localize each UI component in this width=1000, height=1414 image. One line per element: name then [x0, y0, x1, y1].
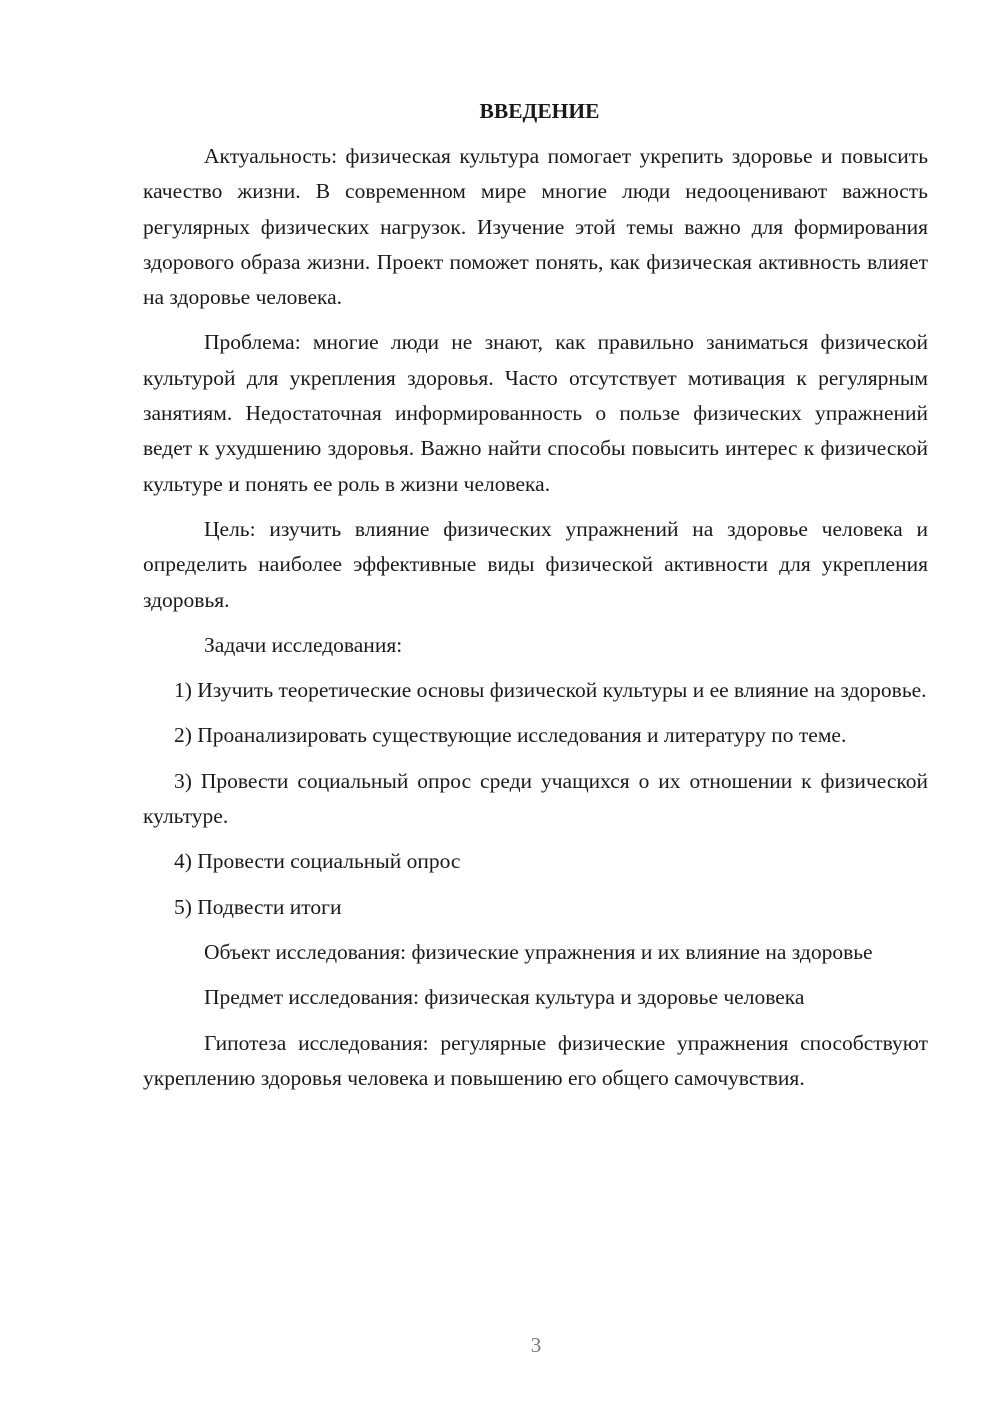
paragraph-research-object: Объект исследования: физические упражнения и их влияние на здоровье	[204, 939, 873, 964]
task-item-2: 2) Проанализировать существующие исследования и литературу по теме.	[174, 723, 847, 748]
page-title: ВВЕДЕНИЕ	[479, 99, 600, 123]
paragraph-goal: Цель: изучить влияние физических упражнений на здоровье человека и определить наиболее эффективные виды физической активности для укрепления здоровья.	[143, 516, 928, 612]
task-item-5: 5) Подвести итоги	[174, 894, 342, 919]
paragraph-research-subject: Предмет исследования: физическая культура и здоровье человека	[204, 985, 805, 1010]
paragraph-relevance: Актуальность: физическая культура помогает укрепить здоровье и повысить качество жизни. В современном мире многие люди недооценивают важность регулярных физических нагрузок. Изучение этой темы важно для формирования здорового образа жизни. Проект поможет понять, как физическая активность влияет на здоровье человека.	[143, 144, 928, 310]
task-item-1: 1) Изучить теоретические основы физической культуры и ее влияние на здоровье.	[174, 678, 927, 703]
paragraph-problem: Проблема: многие люди не знают, как правильно заниматься физической культурой для укрепления здоровья. Часто отсутствует мотивация к регулярным занятиям. Недостаточная информированность о пользе физических упражнений ведет к ухудшению здоровья. Важно найти способы повысить интерес к физической культуре и понять ее роль в жизни человека.	[143, 330, 928, 496]
page-number: 3	[530, 1333, 542, 1357]
task-item-4: 4) Провести социальный опрос	[174, 849, 461, 874]
task-item-3: 3) Провести социальный опрос среди учащихся о их отношении к физической культуре.	[143, 768, 928, 829]
paragraph-hypothesis: Гипотеза исследования: регулярные физические упражнения способствуют укреплению здоровья человека и повышению его общего самочувствия.	[143, 1030, 928, 1090]
paragraph-tasks-heading: Задачи исследования:	[204, 632, 403, 657]
